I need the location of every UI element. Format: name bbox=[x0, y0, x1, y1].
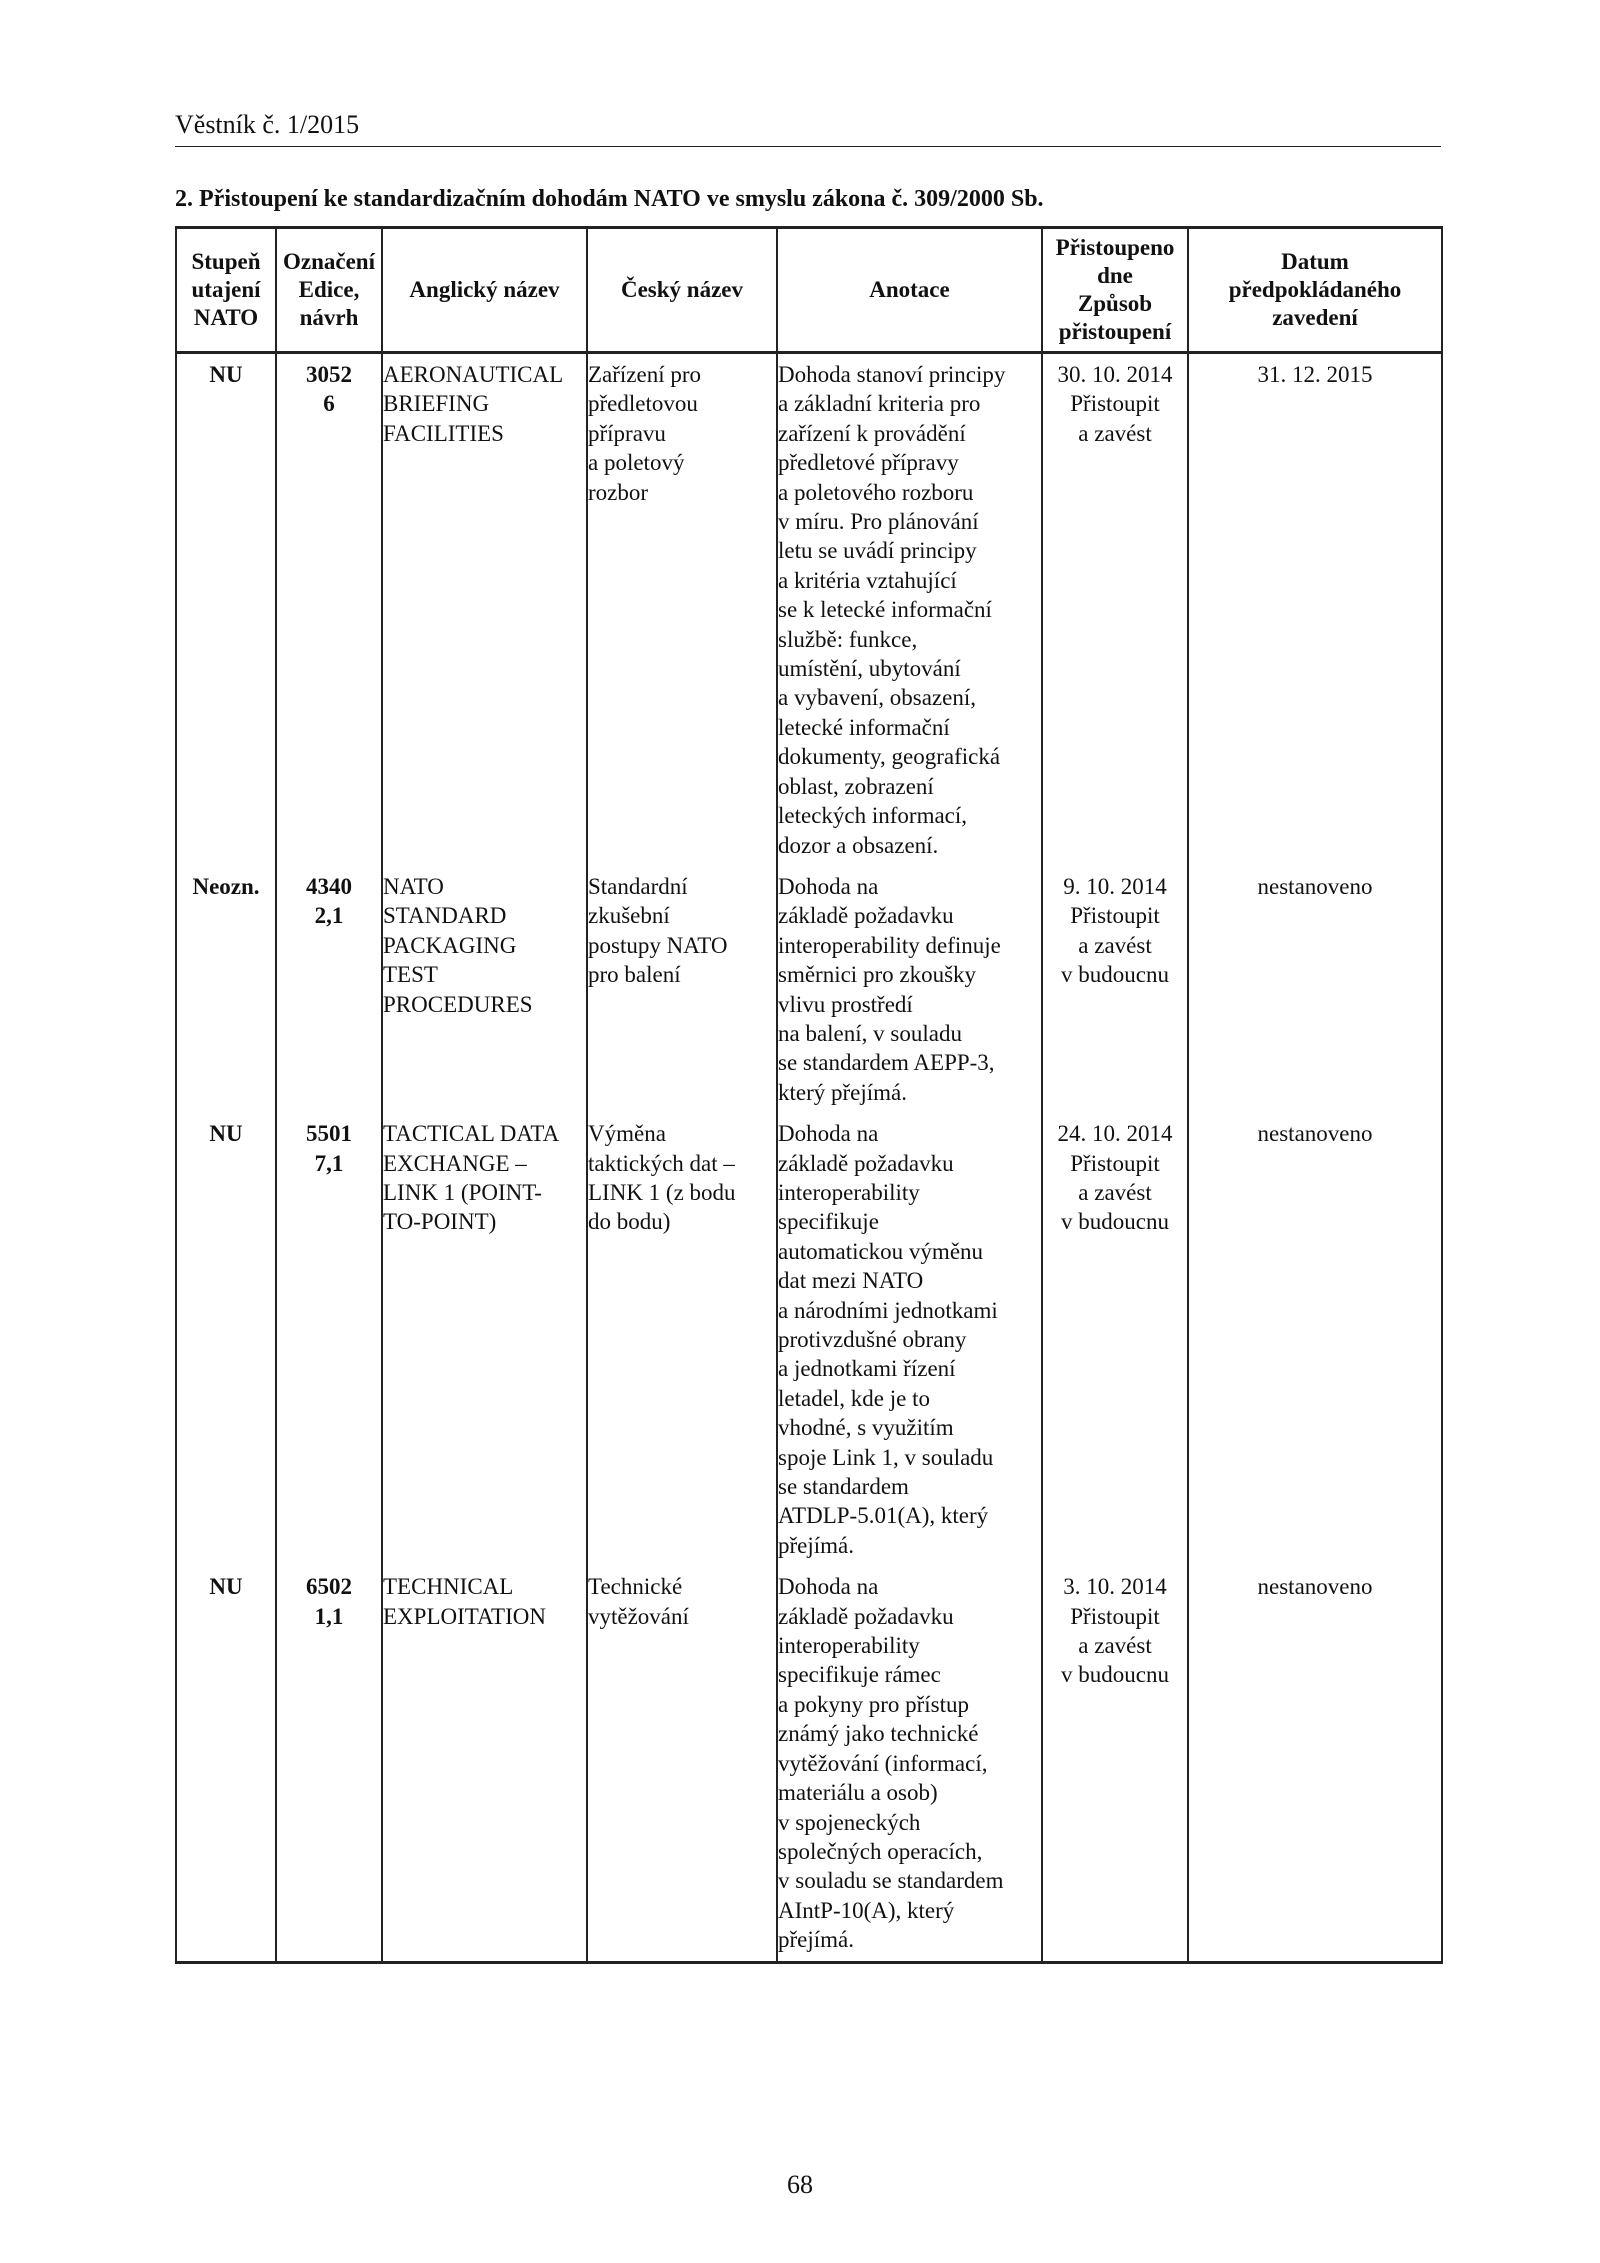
cell-line: směrnici pro zkoušky bbox=[778, 962, 977, 988]
cell-line: přejímá. bbox=[778, 1927, 854, 1953]
cell-annotation bbox=[777, 1566, 1042, 1962]
cell-line: a zavést bbox=[1078, 932, 1152, 958]
cell-implementation-date: nestanoveno bbox=[1188, 866, 1442, 1113]
table-header bbox=[176, 228, 1442, 353]
header-line: Způsob bbox=[1077, 291, 1153, 316]
cell-line: vytěžování (informací, bbox=[778, 1750, 988, 1776]
cell-line: zkušební bbox=[588, 903, 670, 929]
cell-line: interoperability bbox=[778, 1179, 920, 1205]
cell-line: materiálu a osob) bbox=[778, 1780, 938, 1806]
header-line: Český název bbox=[620, 277, 744, 302]
cell-line: dat mezi NATO bbox=[778, 1268, 924, 1294]
cell-line: TACTICAL DATA bbox=[383, 1121, 560, 1147]
cell-line: známý jako technické bbox=[778, 1721, 979, 1747]
cell-line: na balení, v souladu bbox=[778, 1020, 962, 1046]
cell-line: FACILITIES bbox=[383, 420, 504, 446]
cell-line: předletovou bbox=[588, 391, 698, 417]
table-row bbox=[176, 1566, 1442, 1962]
header-line: dne bbox=[1097, 263, 1133, 288]
cell-czech-name bbox=[587, 1113, 777, 1566]
cell-line: postupy NATO bbox=[588, 932, 728, 958]
cell-line: oblast, zobrazení bbox=[778, 773, 934, 799]
cell-line: STANDARD bbox=[383, 903, 507, 929]
cell-english-name bbox=[382, 866, 587, 1113]
cell-line: BRIEFING bbox=[383, 391, 490, 417]
cell-implementation-date: 31. 12. 2015 bbox=[1188, 353, 1442, 866]
cell-line: TECHNICAL bbox=[383, 1574, 514, 1600]
header-classification bbox=[176, 228, 276, 353]
header-designation bbox=[276, 228, 382, 353]
cell-line: Přistoupit bbox=[1070, 903, 1160, 929]
cell-line: automatickou výměnu bbox=[778, 1238, 984, 1264]
header-line: Označení bbox=[283, 249, 375, 274]
cell-classification: Neozn. bbox=[176, 866, 276, 1113]
cell-line: PACKAGING bbox=[383, 932, 517, 958]
cell-line: spoje Link 1, v souladu bbox=[778, 1444, 994, 1470]
cell-designation bbox=[276, 1566, 382, 1962]
cell-line: službě: funkce, bbox=[778, 626, 918, 652]
cell-line: a vybavení, obsazení, bbox=[778, 685, 976, 711]
cell-line: letu se uvádí principy bbox=[778, 538, 977, 564]
header-line: Přistoupeno bbox=[1055, 235, 1175, 260]
cell-line: a poletový bbox=[588, 450, 685, 476]
cell-line: v budoucnu bbox=[1061, 962, 1169, 988]
cell-line: vlivu prostředí bbox=[778, 991, 913, 1017]
cell-line: a zavést bbox=[1078, 1179, 1152, 1205]
cell-line: se standardem bbox=[778, 1474, 909, 1500]
cell-line: základě požadavku bbox=[778, 903, 954, 929]
header-accession bbox=[1042, 228, 1188, 353]
header-english-name bbox=[382, 228, 587, 353]
header-line: přistoupení bbox=[1058, 319, 1172, 344]
cell-line: Dohoda na bbox=[778, 1121, 879, 1147]
cell-line: 5501 bbox=[306, 1121, 352, 1147]
cell-line: rozbor bbox=[588, 479, 649, 505]
cell-line: AIntP-10(A), který bbox=[778, 1897, 955, 1923]
cell-line: základě požadavku bbox=[778, 1150, 954, 1176]
cell-line: přejímá. bbox=[778, 1532, 854, 1558]
cell-annotation bbox=[777, 866, 1042, 1113]
cell-line: Výměna bbox=[588, 1121, 666, 1147]
cell-line: Dohoda stanoví principy bbox=[778, 362, 1006, 387]
cell-line: AERONAUTICAL bbox=[383, 362, 564, 387]
cell-line: leteckých informací, bbox=[778, 803, 968, 829]
cell-line: v budoucnu bbox=[1061, 1662, 1169, 1688]
cell-line: EXCHANGE – bbox=[383, 1150, 527, 1176]
cell-czech-name bbox=[587, 353, 777, 866]
cell-line: a kritéria vztahující bbox=[778, 567, 957, 593]
cell-line: se standardem AEPP-3, bbox=[778, 1050, 995, 1076]
cell-line: taktických dat – bbox=[588, 1150, 735, 1176]
standardization-table bbox=[175, 226, 1443, 1964]
cell-line: společných operacích, bbox=[778, 1838, 983, 1864]
cell-line: předletové přípravy bbox=[778, 450, 959, 476]
page-header-title: Věstník č. 1/2015 bbox=[175, 110, 360, 139]
cell-line: Přistoupit bbox=[1070, 1603, 1160, 1629]
section-title: 2. Přistoupení ke standardizačním dohodám NATO ve smyslu zákona č. 309/2000 Sb. bbox=[175, 186, 1044, 212]
cell-line: 3. 10. 2014 bbox=[1063, 1574, 1167, 1600]
cell-english-name bbox=[382, 1566, 587, 1962]
cell-line: NATO bbox=[383, 873, 444, 899]
cell-line: 4340 bbox=[306, 873, 352, 899]
cell-line: PROCEDURES bbox=[383, 991, 533, 1017]
cell-line: Přistoupit bbox=[1070, 391, 1160, 417]
cell-annotation bbox=[777, 1113, 1042, 1566]
header-line: zavedení bbox=[1272, 305, 1358, 330]
header-divider bbox=[175, 146, 1441, 147]
cell-line: Standardní bbox=[588, 873, 688, 899]
cell-line: 24. 10. 2014 bbox=[1057, 1121, 1173, 1147]
cell-line: dokumenty, geografická bbox=[778, 744, 1001, 770]
cell-czech-name bbox=[587, 866, 777, 1113]
cell-line: 2,1 bbox=[314, 903, 344, 929]
cell-line: se k letecké informační bbox=[778, 597, 992, 623]
cell-implementation-date: nestanoveno bbox=[1188, 1113, 1442, 1566]
cell-line: interoperability bbox=[778, 1633, 920, 1659]
cell-line: 1,1 bbox=[314, 1603, 344, 1629]
cell-line: letadel, kde je to bbox=[778, 1385, 930, 1411]
cell-line: přípravu bbox=[588, 420, 666, 446]
cell-line: 9. 10. 2014 bbox=[1063, 873, 1167, 899]
cell-line: interoperability definuje bbox=[778, 932, 1001, 958]
cell-line: 6502 bbox=[306, 1574, 352, 1600]
cell-line: ATDLP-5.01(A), který bbox=[778, 1503, 989, 1529]
cell-line: Dohoda na bbox=[778, 873, 879, 899]
header-line: předpokládaného bbox=[1228, 277, 1402, 302]
cell-line: Technické bbox=[588, 1574, 683, 1600]
cell-line: LINK 1 (POINT- bbox=[383, 1179, 542, 1205]
cell-line: TO-POINT) bbox=[383, 1209, 497, 1235]
cell-line: EXPLOITATION bbox=[383, 1603, 546, 1629]
header-line: Stupeň bbox=[191, 249, 261, 274]
header-implementation-date bbox=[1188, 228, 1442, 353]
cell-line: v spojeneckých bbox=[778, 1809, 921, 1835]
cell-line: Zařízení pro bbox=[588, 362, 702, 387]
cell-line: LINK 1 (z bodu bbox=[588, 1179, 736, 1205]
cell-line: 3052 bbox=[306, 362, 352, 387]
cell-line: vhodné, s využitím bbox=[778, 1415, 954, 1441]
cell-designation bbox=[276, 353, 382, 866]
cell-english-name bbox=[382, 353, 587, 866]
cell-implementation-date: nestanoveno bbox=[1188, 1566, 1442, 1962]
header-annotation bbox=[777, 228, 1042, 353]
cell-line: 6 bbox=[323, 391, 335, 417]
cell-czech-name bbox=[587, 1566, 777, 1962]
cell-designation bbox=[276, 866, 382, 1113]
cell-line: umístění, ubytování bbox=[778, 656, 961, 682]
cell-line: v míru. Pro plánování bbox=[778, 509, 979, 535]
cell-line: a národními jednotkami bbox=[778, 1297, 998, 1323]
cell-line: Přistoupit bbox=[1070, 1150, 1160, 1176]
cell-line: vytěžování bbox=[588, 1603, 689, 1629]
cell-line: a jednotkami řízení bbox=[778, 1356, 956, 1382]
table-row bbox=[176, 866, 1442, 1113]
cell-line: do bodu) bbox=[588, 1209, 671, 1235]
cell-accession bbox=[1042, 866, 1188, 1113]
cell-line: a základní kriteria pro bbox=[778, 391, 981, 417]
cell-line: základě požadavku bbox=[778, 1603, 954, 1629]
header-line: Datum bbox=[1281, 249, 1349, 274]
cell-line: v souladu se standardem bbox=[778, 1868, 1004, 1894]
cell-line: specifikuje rámec bbox=[778, 1662, 941, 1688]
cell-accession bbox=[1042, 1113, 1188, 1566]
table-row bbox=[176, 1113, 1442, 1566]
cell-line: letecké informační bbox=[778, 714, 950, 740]
table-row bbox=[176, 353, 1442, 866]
page-number: 68 bbox=[787, 2170, 813, 2199]
cell-classification: NU bbox=[176, 1566, 276, 1962]
cell-line: pro balení bbox=[588, 962, 681, 988]
table-header-row bbox=[176, 228, 1442, 353]
header-line: Edice, návrh bbox=[298, 277, 360, 330]
cell-annotation bbox=[777, 353, 1042, 866]
cell-english-name bbox=[382, 1113, 587, 1566]
cell-line: specifikuje bbox=[778, 1209, 879, 1235]
cell-designation bbox=[276, 1113, 382, 1566]
header-line: utajení bbox=[191, 277, 261, 302]
header-line: Anglický název bbox=[409, 277, 560, 302]
cell-accession bbox=[1042, 353, 1188, 866]
cell-line: protivzdušné obrany bbox=[778, 1327, 967, 1352]
cell-line: dozor a obsazení. bbox=[778, 832, 939, 858]
cell-line: a poletového rozboru bbox=[778, 479, 974, 505]
cell-line: 7,1 bbox=[314, 1150, 344, 1176]
header-line: Anotace bbox=[869, 277, 950, 302]
cell-line: a zavést bbox=[1078, 1633, 1152, 1659]
cell-line: zařízení k provádění bbox=[778, 420, 966, 446]
header-line: NATO bbox=[193, 305, 259, 330]
cell-line: a zavést bbox=[1078, 420, 1152, 446]
cell-line: který přejímá. bbox=[778, 1079, 908, 1105]
header-czech-name bbox=[587, 228, 777, 353]
cell-line: TEST bbox=[383, 962, 438, 988]
cell-line: Dohoda na bbox=[778, 1574, 879, 1600]
cell-line: 30. 10. 2014 bbox=[1057, 362, 1173, 387]
table-body bbox=[176, 353, 1442, 1963]
cell-accession bbox=[1042, 1566, 1188, 1962]
cell-classification: NU bbox=[176, 353, 276, 866]
cell-classification: NU bbox=[176, 1113, 276, 1566]
cell-line: v budoucnu bbox=[1061, 1209, 1169, 1235]
cell-line: a pokyny pro přístup bbox=[778, 1691, 970, 1717]
